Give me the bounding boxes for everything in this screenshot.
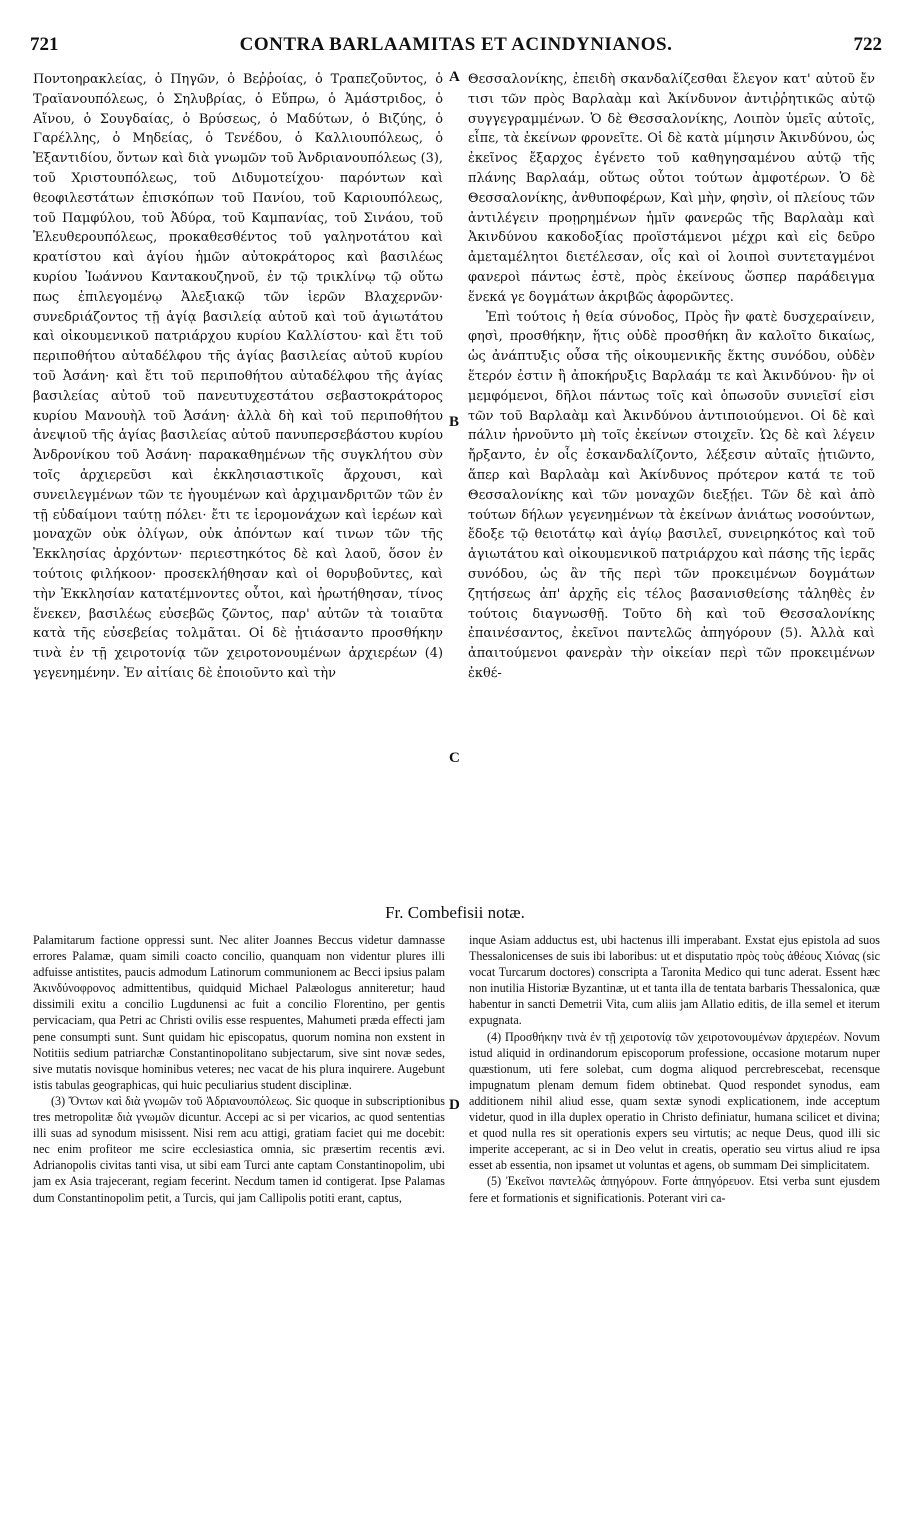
page-header [30, 34, 882, 60]
greek-text-right-column [468, 70, 875, 684]
greek-paragraph: Θεσσαλονίκης, ἐπειδὴ σκανδαλίζεσθαι ἔλεγον κατ' αὐτοῦ ἔν τισι τῶν πρὸς Βαρλαὰμ καὶ Ἀκίνδυνον ἀντιῤῥητικῶς αὐτῷ συγγεγραμμένων. Ὁ δὲ Θεσσαλονίκης, Λοιπὸν ὑμεῖς αὐτοῖς, εἶπε, τὰ ἐκείνων φρονεῖτε. Οἱ δὲ κατὰ μίμησιν Ἀκινδύνου, ὡς ἐκεῖνος ἔξαρχος ἐγένετο τοῦ καθηγησαμένου αὐτῷ τῆς πλάνης Βαρλαάμ, οὕτως οὗτοι τούτων ἀμφοτέρων. Ὁ δὲ Θεσσαλονίκης, ἀνθυποφέρων, Καὶ μὴν, φησὶν, οἱ πλείους τῶν ἀντιλέγειν προῃρημένων ἡμῖν φανερῶς τῆς Βαρλαὰμ καὶ Ἀκινδύνου κακοδοξίας προϊστάμενοι μέχρι καὶ εἰς δεῦρο ἀμεταμέλητοι διετέλεσαν, οἷς καὶ οἱ λοιποὶ συντεταγμένοι φανεροὶ πάντως ἐστὲ, πρὸς ἐκείνους ὥσπερ παράδειγμα ἕνεκά γε δογμάτων ἀκριβῶς ἀφορῶντες. [468, 72, 875, 305]
latin-notes-right-column [469, 932, 880, 1206]
note-paragraph: (4) Προσθήκην τινὰ ἐν τῇ χειροτονίᾳ τῶν χειροτονουμένων ἀρχιερέων. Novum istud aliquid in ordinandorum episcoporum professione, occasione motarum nuper quæstionum, uti fere solebat, cum dogma aliquod percrebrescebat, recensque impugnatum plenam demum fidem obtinebat. Quod respondet synodus, eam additionem nihil aliud esse, quam sextæ synodi explicationem, inde acceptum videtur, quod in illa duplex operatio in Christo definiatur, humana scilicet et divina; et quod nulla res sit operationis expers seu virtutis; ac neque Deus, quod illi sic imperite acceperant, ac si in Deo velut in creatis, operatio seu virtus aliud re ipsa esset ab essentia, non ipsamet ut voluntas et agens, ob summam Dei simplicitatem. [469, 1029, 880, 1173]
page-number-left: 721 [30, 34, 59, 55]
latin-notes-left-column [33, 932, 445, 1206]
notes-heading: Fr. Combefisii notæ. [385, 903, 525, 922]
section-marker-b: B [449, 414, 460, 430]
note-paragraph: (5) Ἐκεῖνοι παντελῶς ἀπηγόρουν. Forte ἀπηγόρευον. Etsi verba sunt ejusdem fere et formationis et significationis. Poterant viri ca- [469, 1174, 880, 1205]
running-title: CONTRA BARLAAMITAS ET ACINDYNIANOS. [239, 34, 673, 55]
section-marker-a: A [449, 69, 460, 85]
greek-text-left-column [33, 70, 443, 684]
greek-paragraph: Ἐπὶ τούτοις ἡ θεία σύνοδος, Πρὸς ἣν φατὲ δυσχεραίνειν, φησὶ, προσθήκην, ἥτις οὐδὲ προσθήκη ἂν καλοῖτο δικαίως, ὡς ἀνάπτυξις οὖσα τῆς οἰκουμενικῆς ἕκτης συνόδου, οὐδὲν ἕτερόν ἐστιν ἢ ἀποκήρυξις Βαρλαάμ τε καὶ Ἀκινδύνου· ἣν οἱ μεμφόμενοι, δῆλοι πάντως τοῖς καὶ ὁπωσοῦν συνιεῖσί εἰσι τῶν τοῦ Βαρλαὰμ καὶ Ἀκινδύνου ἀντιποιούμενοι. Οἱ δὲ καὶ πάλιν ἠρνοῦντο μὴ τοῖς ἐκείνων στοιχεῖν. Ὡς δὲ καὶ λέγειν ἤρξαντο, ἐν οἷς ἐσκανδαλίζοντο, λέξεσιν αὐταῖς ᾐτιῶντο, ἅπερ καὶ Βαρλαὰμ καὶ Ἀκίνδυνος πρότερον κατά τε τοῦ Θεσσαλονίκης καὶ τῶν μοναχῶν διεξῄει. Τῶν δὲ καὶ ἀπὸ τούτων δήλων γεγενημένων τὰ ἐκείνων ἀνιάτως νοσούντων, ἔδοξε τῷ θειοτάτῳ καὶ ἁγίῳ βασιλεῖ, συνειρηκότος καὶ τοῦ ἁγιωτάτου καὶ οἰκουμενικοῦ πατριάρχου καὶ πάσης τῆς ἱερᾶς συνόδου, ὡς ἂν τῆς περὶ τῶν προκειμένων δογμάτων ζητήσεως ἀπ' ἀρχῆς εἰς τέλος βασανισθείσης τἀληθὲς ἐν τούτοις διαγνωσθῇ. Τοῦτο δὴ καὶ τοῦ Θεσσαλονίκης ἐπαινέσαντος, ἐκεῖνοι παντελῶς ἀπηγόρουν (5). Ἀλλὰ καὶ ἀπαιτούμενοι φανερὰν τὴν οἰκείαν περὶ τῶν προκειμένων ἐκθέ- [468, 309, 875, 681]
note-paragraph: (3) Ὄντων καὶ διὰ γνωμῶν τοῦ Ἀδριανουπόλεως. Sic quoque in subscriptionibus tres metropolitæ διὰ γνωμῶν dicuntur. Accepi ac si per vicarios, ac quod sententias illi suas ad synodum misissent. Nisi rem acu attigi, gratiam faciet qui me docebit: nec enim profiteor me scire ecclesiastica omnia, sic præsertim recentis ævi. Adrianopolis civitas tanti visa, ut sibi eam Turci ante captam Constantinopolim, ubi jam ex Asia trajecerant, regiam fecerint. Necdum tamen id contigerat. Ipse Palamas dum Constantinopolim petit, a Turcis, qui jam Callipolis potiti erant, captus, [33, 1093, 445, 1205]
section-marker-c: C [449, 750, 460, 766]
note-paragraph: inque Asiam adductus est, ubi hactenus illi imperabant. Exstat ejus epistola ad suos Thessalonicenses de suis ibi laboribus: ut et disputatio πρὸς τοὺς ἀθέους Χιόνας (sic vocat Turcarum doctores) conscripta a Taronita Medico qui tunc aderat. Essent hæc non inutilia Historiæ Byzantinæ, ut et tanta illa de tentata barbaris Thessalonica, quæ habentur in sancti Demetrii Vita, cum aliis jam Allatio editis, de illa semel et iterum expugnata. [469, 933, 880, 1028]
section-marker-d: D [449, 1097, 460, 1113]
note-paragraph: Palamitarum factione oppressi sunt. Nec aliter Joannes Beccus videtur damnasse errores Palamæ, quam simili coacto concilio, quanquam non videntur plures illi adfuisse antistites, paucis admodum Latinorum communionem ac Becci ipsius palam Ἀκινδύνοφρονος admittentibus, quidquid Michael Palæologus anniteretur; haud dissimili exitu a concilio Lugdunensi ac fuit a concilio Florentino, per gentis pervicaciam, qua Petri ac Christi ovilis esse respuentes, Mahumeti præda effecti jam pene consumpti sunt. Sunt quidam hic episcopatus, quorum nomina non exstent in Notitiis sedium patriarchæ Constantinopolitano subjectarum, sive sint novæ sedes, sive mutatis novisque hominibus veteres; nec vacat de his plura inquirere. Augebunt istis tabulas geographicas, qui huic peculiarius student disciplinæ. [33, 933, 445, 1092]
page-number-right: 722 [853, 34, 882, 55]
greek-paragraph: Ποντοηρακλείας, ὁ Πηγῶν, ὁ Βεῤῥοίας, ὁ Τραπεζοῦντος, ὁ Τραϊανουπόλεως, ὁ Σηλυβρίας, ὁ Εὔπρω, ὁ Ἀμάστριδος, ὁ Αἴνου, ὁ Σουγδαίας, ὁ Βρύσεως, ὁ Μαδύτων, ὁ Βιζύης, ὁ Γαρέλλης, ὁ Μηδείας, ὁ Τενέδου, ὁ Καλλιουπόλεως, ὁ Ἐξαντιδίου, ὄντων καὶ διὰ γνωμῶν τοῦ Ἀνδριανουπόλεως (3), τοῦ Χριστουπόλεως, τοῦ Διδυμοτείχου· παρόντων καὶ θεοφιλεστάτων ἐπισκόπων τοῦ Πανίου, τοῦ Καριουπόλεως, τοῦ Παμφύλου, τοῦ Ἀδύρα, τοῦ Καμπανίας, τοῦ Σινάου, τοῦ Ἐλευθερουπόλεως, προκαθεσθέντος τοῦ γαληνοτάτου καὶ κρατίστου καὶ ἁγίου ἡμῶν αὐτοκράτορος καὶ βασιλέως κυρίου Ἰωάννου Καντακουζηνοῦ, ἐν τῷ τρικλίνῳ τῷ οὕτω πως ἐπιλεγομένῳ Ἀλεξιακῷ τῶν ἱερῶν Βλαχερνῶν· συνεδριάζοντος τῇ ἁγίᾳ βασιλείᾳ αὐτοῦ καὶ τοῦ ἁγιωτάτου καὶ οἰκουμενικοῦ πατριάρχου κυρίου Καλλίστου· καὶ ἔτι τοῦ περιποθήτου αὐταδέλφου τῆς ἁγίας βασιλείας αὐτοῦ κυρίου τοῦ Ἀσάνη· καὶ ἔτι τοῦ περιποθήτου αὐταδέλφου τῆς ἁγίας βασιλείας αὐτοῦ τοῦ πανευτυχεστάτου σεβαστοκράτορος κυρίου Μανουὴλ τοῦ Ἀσάνη· ἀλλὰ δὴ καὶ τοῦ περιποθήτου ἀνεψιοῦ τῆς ἁγίας βασιλείας αὐτοῦ πανυπερσεβάστου κυρίου Ἀνδρονίκου τοῦ Ἀσάνη· παρακαθημένων τῆς συγκλήτου σὺν τοῖς ἀρχιερεῦσι καὶ ἐκκλησιαστικοῖς ἄρχουσι, καὶ συνειλεγμένων τῶν τε ἡγουμένων καὶ ἀρχιμανδριτῶν τῶν ἐν τῇ εὐδαίμονι ταύτῃ πόλει· ἔτι τε ἱερομονάχων καὶ ἱερέων καὶ μοναχῶν οὐκ ὀλίγων, οὐκ ἀπόντων καί τινων τῶν τῆς Ἐκκλησίας ἀρχόντων· περιεστηκότος δὲ καὶ λαοῦ, ὅσον ἐν τούτοις φιλήκοον· προσεκλήθησαν καὶ οἱ θορυβοῦντες, καὶ τὴν Ἐκκλησίαν κατατέμνοντες οὗτοι, καὶ ἠρωτήθησαν, τίνος ἕνεκεν, βασιλέως εὐσεβῶς ζῶντος, παρ' αὐτῶν τὰ τοιαῦτα κατὰ τῆς εὐσεβείας τολμᾶται. Οἱ δὲ ᾐτιάσαντο προσθήκην τινὰ ἐν τῇ χειροτονίᾳ τῶν χειροτονουμένων ἀρχιερέων (4) γεγενημένην. Ἐν αἰτίαις δὲ ἐποιοῦντο καὶ τὴν [33, 72, 443, 681]
